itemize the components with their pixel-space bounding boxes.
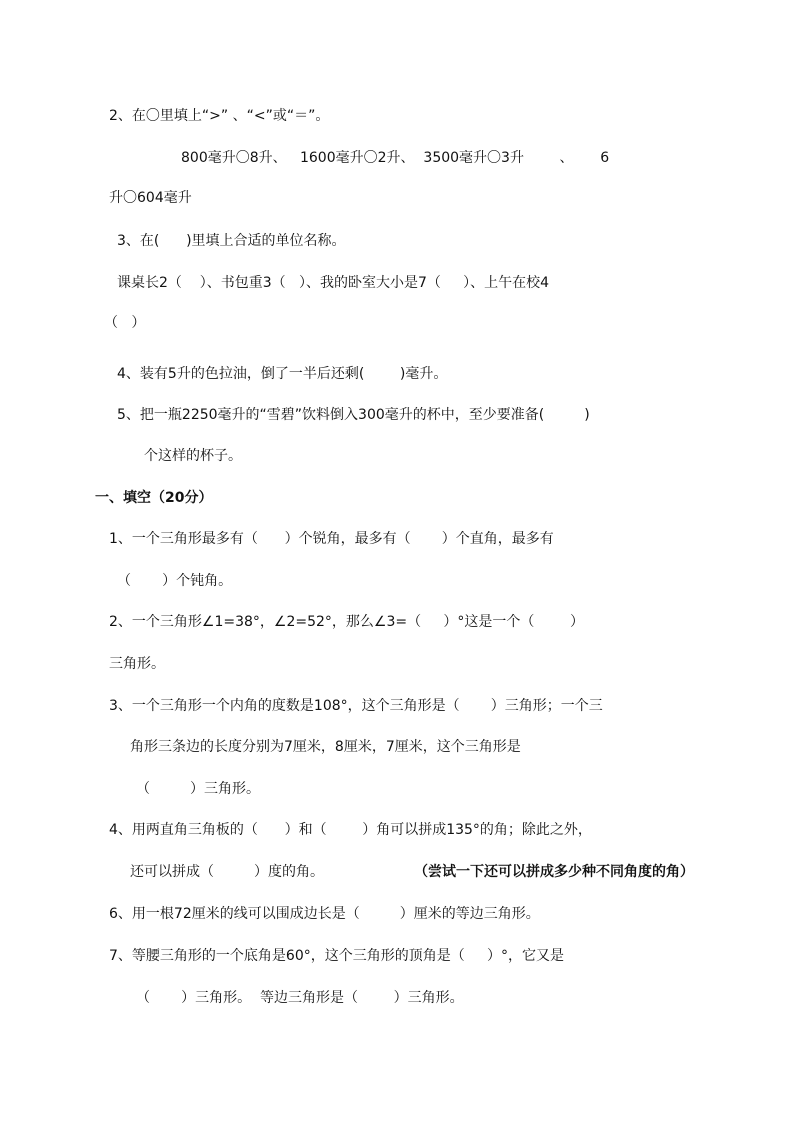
s1-q3-triangle-type: 3、一个三角形一个内角的度数是108°，这个三角形是（ ）三角形；一个三: [109, 698, 603, 714]
s1-q4-set-squares-cont: 还可以拼成（ ）度的角。: [130, 864, 325, 880]
section-title-fill-blank: 一、填空（20分）: [95, 490, 213, 506]
q2-compare-items: 800毫升〇8升、 1600毫升〇2升、 3500毫升〇3升 、 6: [181, 150, 610, 166]
s1-q1-angles-cont: （ ）个钝角。: [117, 573, 233, 589]
q5-sprite-cups-cont: 个这样的杯子。: [144, 448, 242, 464]
s1-q3-triangle-type-end: （ ）三角形。: [136, 781, 261, 797]
s1-q1-angles: 1、一个三角形最多有（ ）个锐角，最多有（ ）个直角，最多有: [109, 531, 554, 547]
s1-q3-triangle-type-cont: 角形三条边的长度分别为7厘米，8厘米，7厘米，这个三角形是: [130, 739, 521, 755]
q3-unit-items: 课桌长2（ ）、书包重3（ ）、我的卧室大小是7（ ）、上午在校4: [117, 275, 550, 291]
s1-q2-angle-sum-cont: 三角形。: [109, 656, 165, 672]
q3-unit-items-cont: （ ）: [104, 315, 146, 331]
s1-q7-isosceles-cont: （ ）三角形。 等边三角形是（ ）三角形。: [136, 990, 464, 1006]
s1-q4-bold-hint: （尝试一下还可以拼成多少种不同角度的角）: [414, 864, 694, 880]
q4-salad-oil: 4、装有5升的色拉油，倒了一半后还剩( )毫升。: [117, 366, 448, 382]
s1-q6-equilateral: 6、用一根72厘米的线可以围成边长是（ ）厘米的等边三角形。: [109, 906, 540, 922]
q2-compare-items-cont: 升〇604毫升: [109, 190, 192, 206]
s1-q4-set-squares: 4、用两直角三角板的（ ）和（ ）角可以拼成135°的角；除此之外，: [109, 822, 592, 838]
q5-sprite-cups: 5、把一瓶2250毫升的“雪碧”饮料倒入300毫升的杯中，至少要准备( ): [117, 407, 590, 423]
q2-compare-instruction: 2、在〇里填上“>” 、“<”或“＝”。: [109, 108, 330, 124]
s1-q2-angle-sum: 2、一个三角形∠1=38°，∠2=52°，那么∠3=（ ）°这是一个（ ）: [109, 614, 584, 630]
s1-q7-isosceles: 7、等腰三角形的一个底角是60°，这个三角形的顶角是（ ）°，它又是: [109, 948, 564, 964]
q3-unit-instruction: 3、在( )里填上合适的单位名称。: [117, 233, 346, 249]
